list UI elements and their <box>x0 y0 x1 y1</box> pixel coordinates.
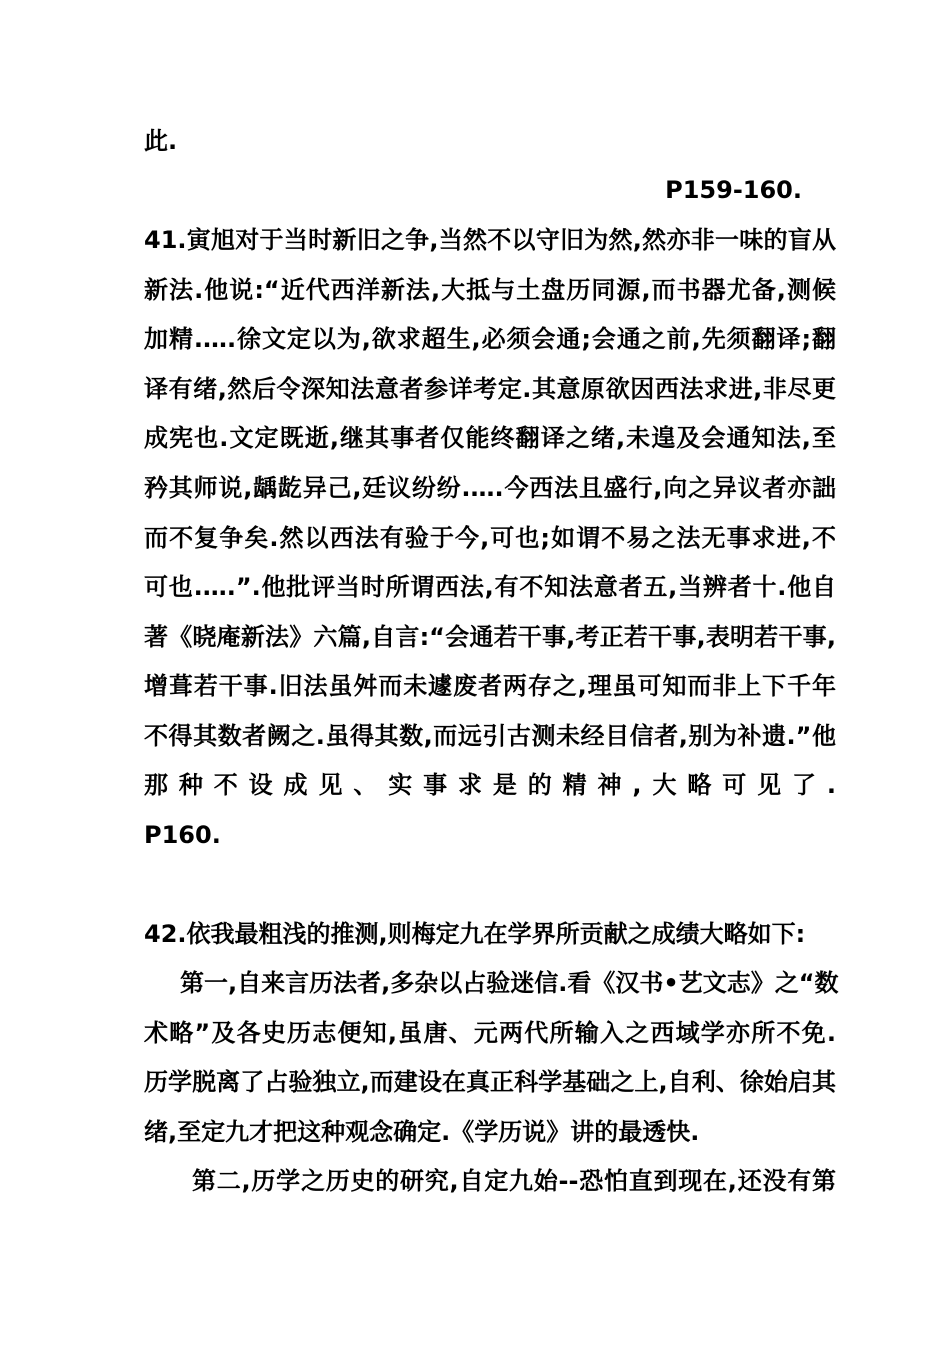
paragraph-41-line-4: 译有绪,然后令深知法意者参详考定.其意原欲因西法求进,非尽更 <box>144 375 836 403</box>
paragraph-41-line-3: 加精.….徐文定以为,欲求超生,必须会通;会通之前,先须翻译;翻 <box>144 325 836 353</box>
paragraph-42-point-1-line-2: 术略”及各史历志便知,虽唐、元两代所输入之西域学亦所不免. <box>144 1019 836 1047</box>
paragraph-41-line-2: 新法.他说:“近代西洋新法,大抵与土盘历同源,而书器尤备,测候 <box>144 276 836 304</box>
paragraph-41-line-11: 不得其数者阙之.虽得其数,而远引古测未经目信者,别为补遗.”他 <box>144 722 836 750</box>
paragraph-41-line-9: 著《晓庵新法》六篇,自言:“会通若干事,考正若干事,表明若干事, <box>144 623 836 651</box>
paragraph-41-line-6: 矜其师说,龋龁异己,廷议纷纷.….今西法且盛行,向之异议者亦詘 <box>144 474 836 502</box>
paragraph-42-point-1-line-3: 历学脱离了占验独立,而建设在真正科学基础之上,自利、徐始启其 <box>144 1068 836 1096</box>
paragraph-41-line-10: 增葺若干事.旧法虽舛而未遽废者两存之,理虽可知而非上下千年 <box>144 672 836 700</box>
paragraph-42-heading: 42.依我最粗浅的推测,则梅定九在学界所贡献之成绩大略如下: <box>144 920 806 948</box>
paragraph-41-line-1: 41.寅旭对于当时新旧之争,当然不以守旧为然,然亦非一味的盲从 <box>144 226 836 254</box>
paragraph-41-line-5: 成宪也.文定既逝,继其事者仅能终翻译之绪,未遑及会通知法,至 <box>144 424 836 452</box>
paragraph-41-line-7: 而不复争矣.然以西法有验于今,可也;如谓不易之法无事求进,不 <box>144 524 836 552</box>
paragraph-42-point-1-line-1: 第一,自来言历法者,多杂以占验迷信.看《汉书•艺文志》之“数 <box>180 969 839 997</box>
paragraph-41-line-8: 可也.….”.他批评当时所谓西法,有不知法意者五,当辨者十.他自 <box>144 573 836 601</box>
paragraph-42-point-1-line-4: 绪,至定九才把这种观念确定.《学历说》讲的最透快. <box>144 1118 700 1146</box>
paragraph-41-line-12: 那种不设成见、实事求是的精神,大略可见了. <box>144 771 836 799</box>
page-reference-p159-160: P159-160. <box>665 176 802 204</box>
paragraph-42-point-2-line-1: 第二,历学之历史的研究,自定九始--恐怕直到现在,还没有第 <box>192 1167 836 1195</box>
page-reference-p160: P160. <box>144 821 221 849</box>
text-line-1: 此. <box>144 127 178 155</box>
